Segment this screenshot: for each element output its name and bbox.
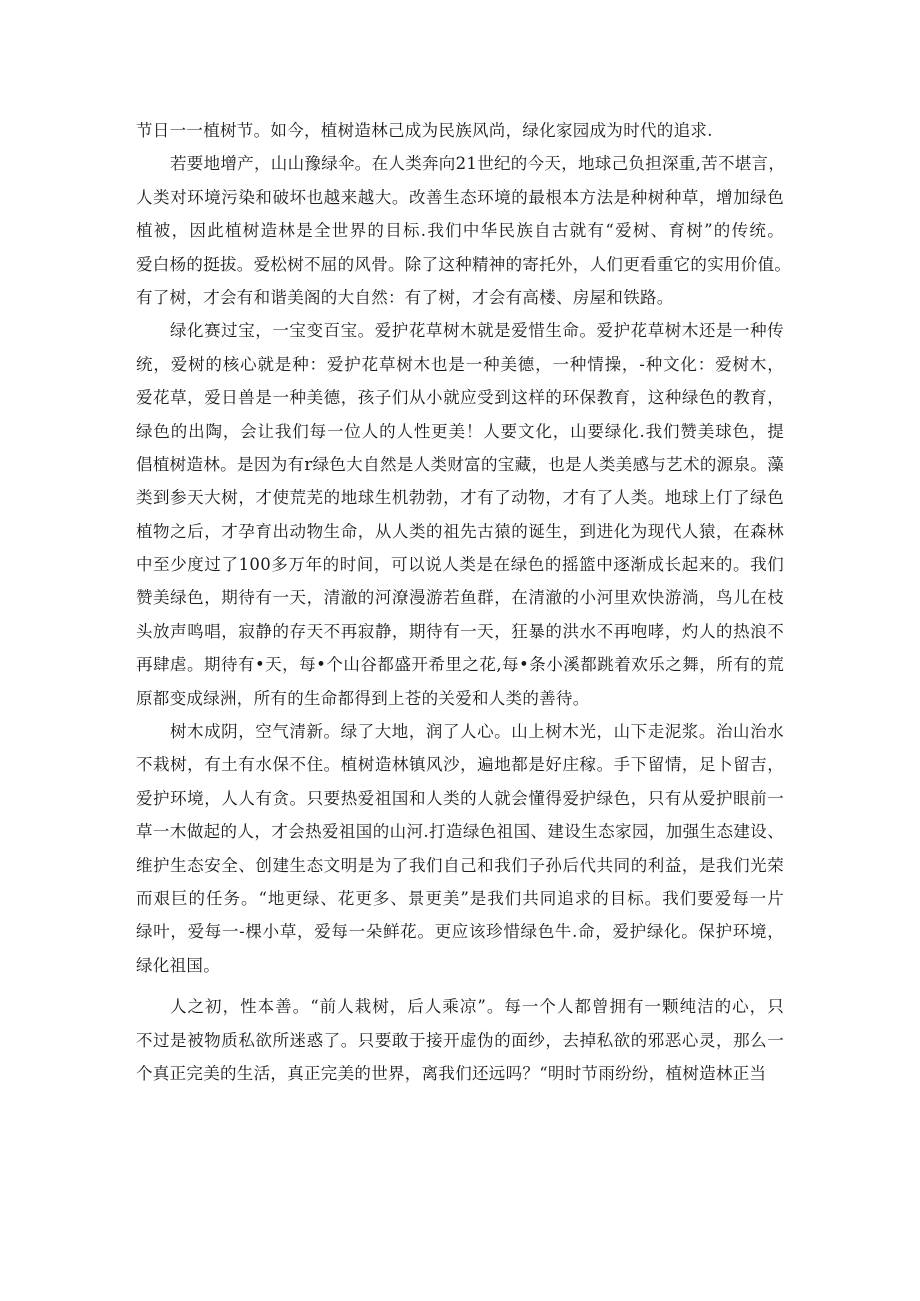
text-line: 爱护环境，人人有贪。只要热爱祖国和人类的人就会懂得爱护绿色，只有从爱护眼前一 <box>136 788 784 808</box>
text-line: 爱白杨的挺拔。爱松树不屈的风骨。除了这种精神的寄托外，人们更看重它的实用价值。 <box>136 254 792 274</box>
text-line: 绿叶，爱每一-棵小草，爱每一朵鲜花。更应该珍惜绿色牛.命，爱护绿化。保护环境， <box>136 922 784 942</box>
text-line: 类到参天大树，才使荒芜的地球生机勃勃，才有了动物，才有了人类。地球上仃了绿色 <box>136 488 784 508</box>
paragraph <box>136 147 792 314</box>
text-line: 人之初，性本善。“前人栽树，后人乘凉”。每一个人都曾拥有一颗纯洁的心，只 <box>170 997 784 1017</box>
text-line: 头放声鸣唱，寂静的存天不再寂静，期待有一天，狂暴的洪水不再咆哮，灼人的热浪不 <box>136 621 784 641</box>
paragraph <box>136 715 784 982</box>
text-line: 绿化祖国。 <box>136 955 220 975</box>
text-line: 草一木做起的人，才会热爱祖国的山河.打造绿色祖国、建设生态家园，加强生态建设、 <box>136 822 784 842</box>
text-line: 赞美绿色，期待有一天，清澈的河潦漫游若鱼群，在清澈的小河里欢快游淌，鸟儿在枝 <box>136 588 784 608</box>
document-body <box>136 114 792 1090</box>
paragraph-gap <box>136 982 784 990</box>
text-line: 不栽树，有土有水保不住。植树造林镇风沙，遍地都是好庄稼。手下留情，足卜留吉， <box>136 755 784 775</box>
text-line: 原都变成绿洲，所有的生命都得到上苍的关爱和人类的善待。 <box>136 688 590 708</box>
text-line: 人类对环境污染和破坏也越来越大。改善生态环境的最根本方法是种树种草，增加绿色 <box>136 187 784 207</box>
text-line: 再肆虐。期待有•天，每•个山谷都盛开希里之花,每•条小溪都跳着欢乐之舞，所有的荒 <box>136 655 784 675</box>
text-line: 绿化赛过宝，一宝变百宝。爱护花草树木就是爱惜生命。爱护花草树木还是一种传 <box>170 321 784 341</box>
text-line: 若要地增产，山山豫绿伞。在人类奔向21世纪的今天，地球己负担深重,苦不堪言， <box>170 154 786 174</box>
text-line: 有了树，才会有和谐美阁的大自然：有了树，才会有高楼、房屋和铁路。 <box>136 287 674 307</box>
text-line: 中至少度过了100多万年的时间，可以说人类是在绿色的摇篮中逐渐成长起来的。我们 <box>136 555 784 575</box>
text-line: 爱花草，爱日兽是一种美德，孩子们从小就应受到这样的环保教育，这种绿色的教育， <box>136 388 784 408</box>
paragraph <box>136 314 784 715</box>
text-line: 植被，因此植树造林是全世界的目标.我们中华民族自古就有“爱树、育树”的传统。 <box>136 221 784 241</box>
text-line: 植物之后，才孕育出动物生命，从人类的祖先古猿的诞生，到进化为现代人猿，在森林 <box>136 521 784 541</box>
paragraph <box>136 990 784 1090</box>
text-line: 不过是被物质私欲所迷惑了。只要敢于接开虚伪的面纱，去掉私欲的邪恶心灵，那么一 <box>136 1030 784 1050</box>
text-line: 树木成阴，空气清新。绿了大地，润了人心。山上树木光，山下走泥浆。治山治水 <box>170 722 784 742</box>
paragraph <box>136 114 784 147</box>
text-line: 而艰巨的任务。“地更绿、花更多、景更美”是我们共同追求的目标。我们要爱每一片 <box>136 888 784 908</box>
text-line: 节日一一植树节。如今，植树造林己成为民族风尚，绿化家园成为时代的追求. <box>136 121 713 140</box>
text-line: 个真正完美的生活，真正完美的世界，离我们还远吗？“明时节雨纷纷，植树造林正当 <box>136 1063 767 1083</box>
text-line: 绿色的出陶，会让我们每一位人的人性更美！人要文化，山要绿化.我们赞美球色，提 <box>136 421 784 441</box>
text-line: 倡植树造林。是因为有r绿色大自然是人类财富的宝藏，也是人类美感与艺术的源泉。藻 <box>136 454 784 474</box>
text-line: 维护生态安全、创建生态文明是为了我们自己和我们子孙后代共同的利益，是我们光荣 <box>136 855 784 875</box>
text-line: 统，爱树的核心就是种：爱护花草树木也是一种美德，一种情操，-种文化：爱树木， <box>136 354 784 374</box>
